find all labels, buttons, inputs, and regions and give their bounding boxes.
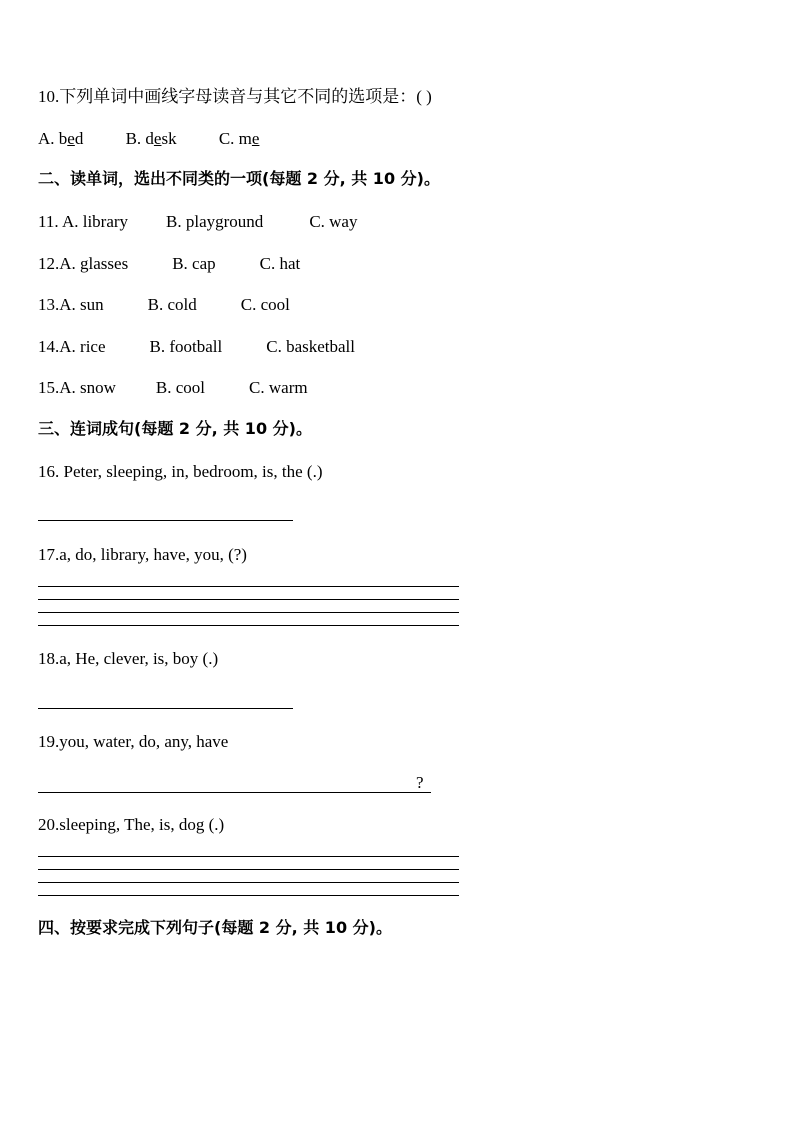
question-13: 13.A. sun B. cold C. cool	[38, 295, 290, 314]
answer-line	[38, 708, 293, 709]
option-c: C. me	[218, 129, 260, 148]
answer-line	[38, 612, 459, 613]
option-a: A. bed	[38, 129, 84, 148]
section-2-title: 二、读单词，选出不同类的一项(每题 2 分, 共 10 分)。	[38, 169, 440, 188]
section-4-title: 四、按要求完成下列句子(每题 2 分, 共 10 分)。	[38, 918, 392, 937]
option-b: B. desk	[125, 129, 177, 148]
question-mark: ?	[416, 773, 424, 792]
question-14: 14.A. rice B. football C. basketball	[38, 337, 355, 356]
question-19: 19.you, water, do, any, have	[38, 732, 229, 751]
answer-line	[38, 895, 459, 896]
question-10-options	[38, 129, 259, 149]
answer-line	[38, 520, 293, 521]
answer-line	[38, 625, 459, 626]
question-18: 18.a, He, clever, is, boy (.)	[38, 649, 219, 668]
answer-line	[38, 856, 459, 857]
question-16: 16. Peter, sleeping, in, bedroom, is, the (.)	[38, 462, 323, 481]
question-11: 11. A. library B. playground C. way	[38, 212, 358, 231]
answer-line	[38, 792, 431, 793]
question-12: 12.A. glasses B. cap C. hat	[38, 254, 301, 273]
answer-line	[38, 869, 459, 870]
answer-line	[38, 599, 459, 600]
question-17: 17.a, do, library, have, you, (?)	[38, 545, 247, 564]
answer-line	[38, 586, 459, 587]
question-10-stem: 10.下列单词中画线字母读音与其它不同的选项是：( )	[38, 87, 432, 106]
question-20: 20.sleeping, The, is, dog (.)	[38, 815, 225, 834]
answer-line	[38, 882, 459, 883]
question-15: 15.A. snow B. cool C. warm	[38, 378, 308, 397]
section-3-title: 三、连词成句(每题 2 分, 共 10 分)。	[38, 419, 312, 438]
